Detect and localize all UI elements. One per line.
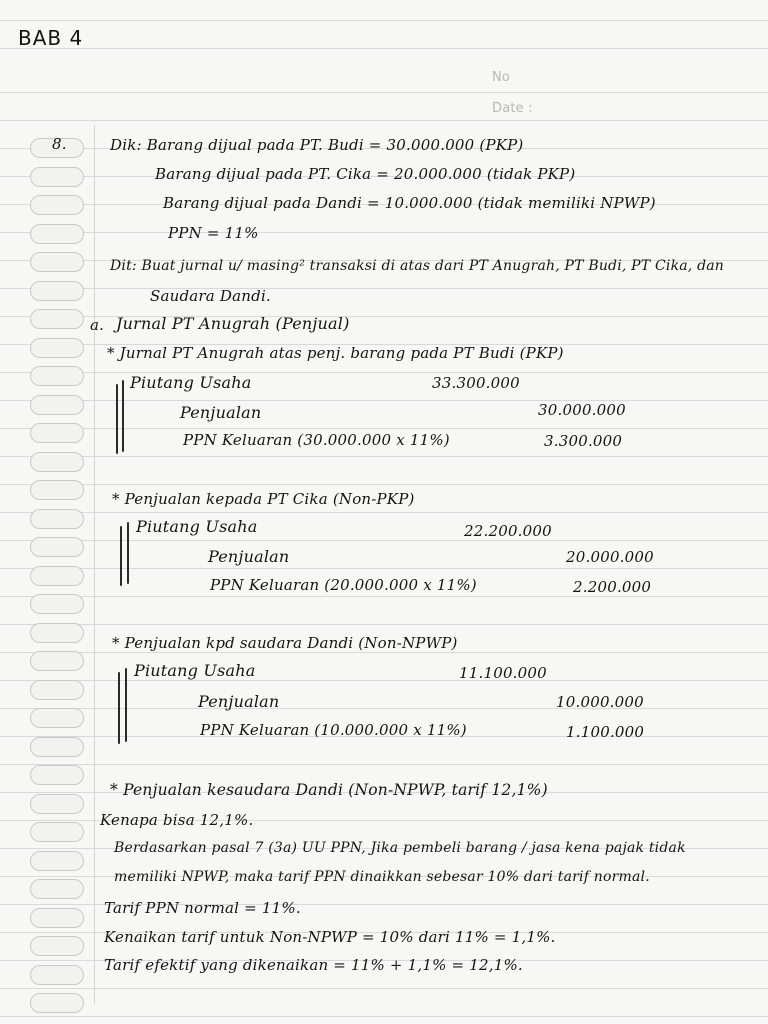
binder-hole [30,224,84,244]
entry-1-credit-1-amount: 30.000.000 [538,401,626,419]
entry-1-bracket [116,384,118,454]
entry-2-credit-2-account: PPN Keluaran (20.000.000 x 11%) [210,576,477,594]
binder-hole [30,566,84,586]
notes-paragraph-line-2: memiliki NPWP, maka tarif PPN dinaikkan sebesar 10% dari tarif normal. [114,869,650,885]
binder-holes [0,0,90,1024]
binder-hole [30,309,84,329]
binder-hole [30,651,84,671]
entry-3-credit-1-account: Penjualan [198,692,280,711]
binder-hole [30,395,84,415]
notes-bullet-1: Kenapa bisa 12,1%. [100,811,254,829]
binder-hole [30,338,84,358]
binder-hole [30,537,84,557]
binder-hole [30,623,84,643]
asked-line-2: Saudara Dandi. [150,287,271,305]
notes-bullet-4: Tarif efektif yang dikenaikan = 11% + 1,1% = 12,1%. [104,956,523,974]
entry-1-heading: * Jurnal PT Anugrah atas penj. barang pada PT Budi (PKP) [107,344,564,362]
entry-1-credit-1-account: Penjualan [180,403,262,422]
entry-2-bracket [120,526,122,586]
binder-hole [30,195,84,215]
section-a-label: a. [90,316,105,334]
binder-hole [30,366,84,386]
entry-1-bracket [122,380,124,452]
notes-bullet-2: Tarif PPN normal = 11%. [104,899,301,917]
entry-3-debit-amount: 11.100.000 [459,664,547,682]
known-line-3: Barang dijual pada Dandi = 10.000.000 (tidak memiliki NPWP) [163,194,656,212]
problem-number: 8. [52,135,67,153]
entry-3-credit-2-account: PPN Keluaran (10.000.000 x 11%) [200,721,467,739]
known-line-4: PPN = 11% [168,224,259,242]
entry-3-credit-1-amount: 10.000.000 [556,693,644,711]
binder-hole [30,252,84,272]
binder-hole [30,594,84,614]
binder-hole [30,936,84,956]
entry-1-debit-account: Piutang Usaha [130,373,252,392]
binder-hole [30,423,84,443]
entry-2-credit-1-account: Penjualan [208,547,290,566]
entry-3-bracket [125,668,127,742]
binder-hole [30,737,84,757]
notes-bullet-3: Kenaikan tarif untuk Non-NPWP = 10% dari 11% = 1,1%. [104,928,556,946]
entry-1-credit-2-account: PPN Keluaran (30.000.000 x 11%) [183,431,450,449]
entry-1-credit-2-amount: 3.300.000 [544,432,623,450]
entry-2-credit-2-amount: 2.200.000 [573,578,652,596]
entry-2-heading: * Penjualan kepada PT Cika (Non-PKP) [112,490,415,508]
binder-hole [30,680,84,700]
entry-3-debit-account: Piutang Usaha [134,661,256,680]
entry-3-bracket [118,672,120,744]
binder-hole [30,281,84,301]
binder-hole [30,509,84,529]
binder-hole [30,879,84,899]
section-a-title: Jurnal PT Anugrah (Penjual) [116,314,350,333]
binder-hole [30,708,84,728]
binder-hole [30,765,84,785]
notes-paragraph-line-1: Berdasarkan pasal 7 (3a) UU PPN, Jika pembeli barang / jasa kena pajak tidak [114,840,686,856]
binder-hole [30,167,84,187]
entry-1-debit-amount: 33.300.000 [432,374,520,392]
entry-2-debit-account: Piutang Usaha [136,517,258,536]
binder-hole [30,822,84,842]
entry-3-heading: * Penjualan kpd saudara Dandi (Non-NPWP) [112,634,458,652]
binder-hole [30,794,84,814]
known-line-1: Dik: Barang dijual pada PT. Budi = 30.000.000 (PKP) [110,136,524,154]
date-label: Date : [492,101,533,116]
notes-heading: * Penjualan kesaudara Dandi (Non-NPWP, tarif 12,1%) [110,781,548,799]
entry-2-debit-amount: 22.200.000 [464,522,552,540]
asked-line-1: Dit: Buat jurnal u/ masing² transaksi di atas dari PT Anugrah, PT Budi, PT Cika, dan [110,258,725,274]
entry-3-credit-2-amount: 1.100.000 [566,723,645,741]
binder-hole [30,452,84,472]
no-label: No [492,70,511,85]
known-line-2: Barang dijual pada PT. Cika = 20.000.000 (tidak PKP) [155,165,576,183]
entry-2-bracket [127,522,129,584]
binder-hole [30,993,84,1013]
entry-2-credit-1-amount: 20.000.000 [566,548,654,566]
binder-hole [30,908,84,928]
binder-hole [30,851,84,871]
margin-rule [94,125,95,1004]
binder-hole [30,965,84,985]
chapter-title: BAB 4 [18,26,84,50]
binder-hole [30,480,84,500]
